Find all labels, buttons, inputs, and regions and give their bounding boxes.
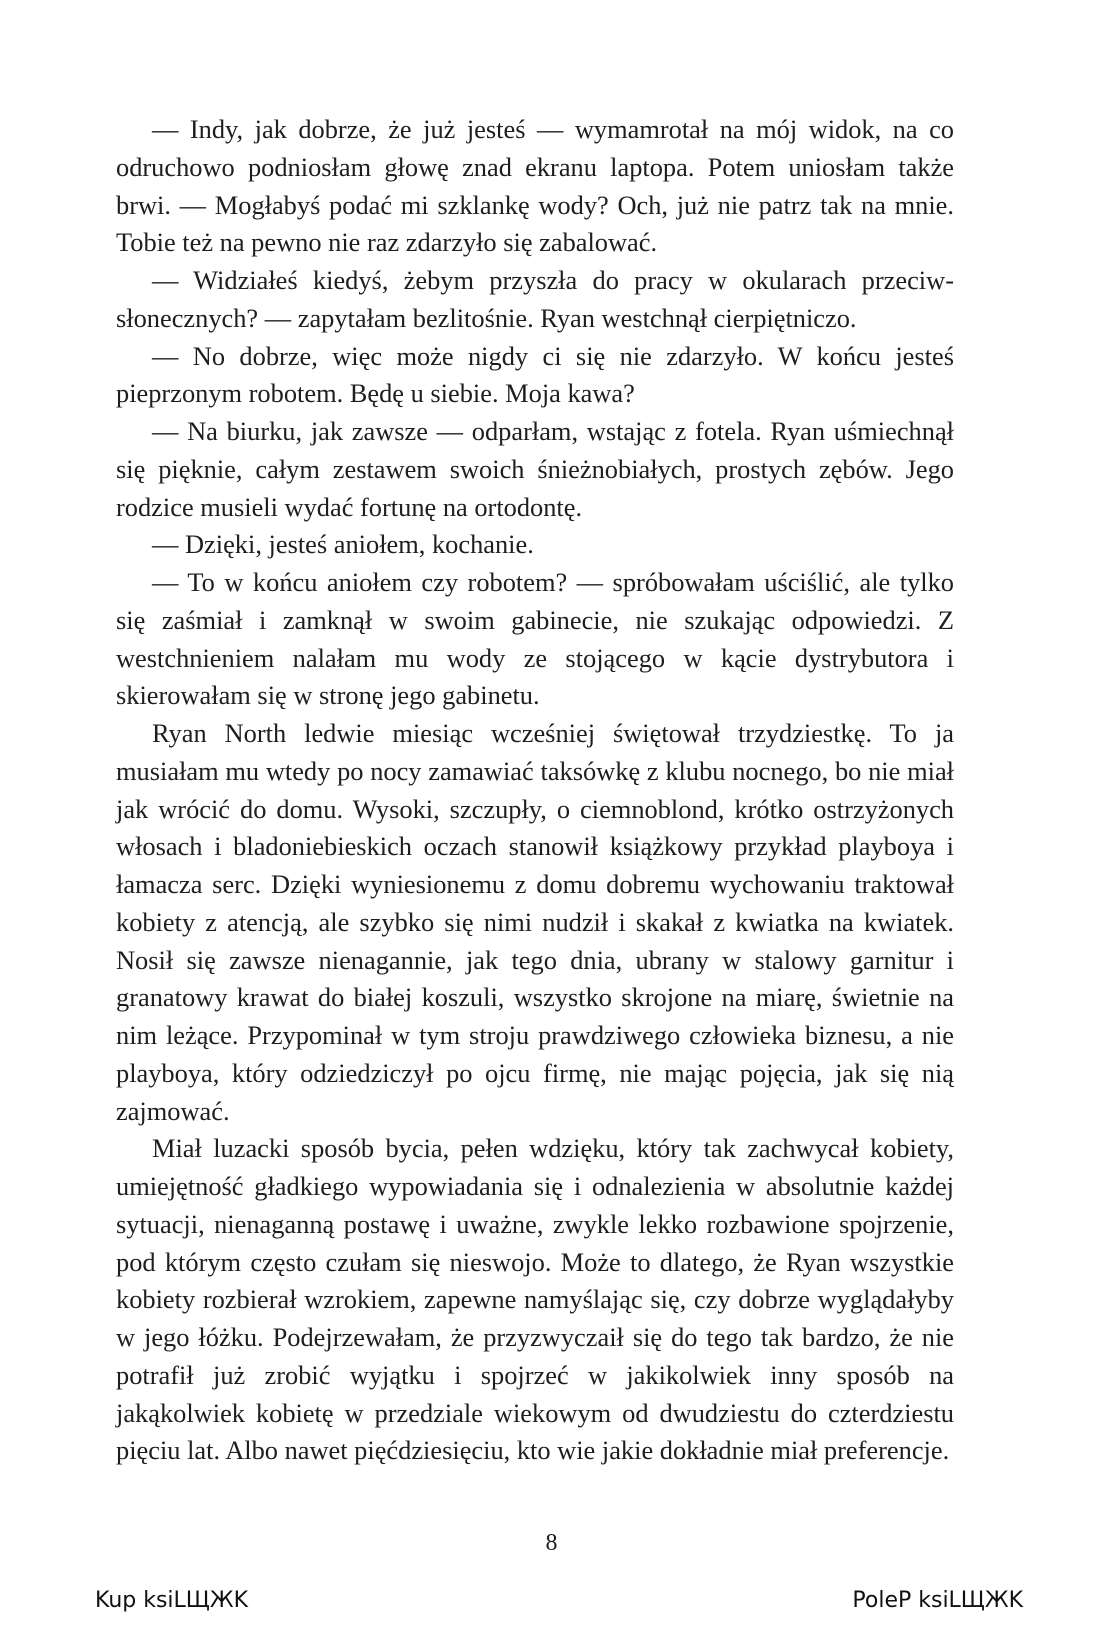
paragraph-6: — To w końcu aniołem czy robotem? — spróbowałam uściślić, ale tylko się zaśmiał i zamknął w swoim gabinecie, nie szukając odpowiedzi. Z westchnieniem nalałam mu wody ze stojącego w kącie dystrybutora i skierowałam się w stronę jego gabinetu.	[116, 567, 954, 711]
body-text	[116, 111, 954, 1470]
paragraph-4: — Na biurku, jak zawsze — odparłam, wstając z fotela. Ryan uśmiechnął się pięknie, całym zestawem swoich śnieżnobiałych, prostych zębów. Jego rodzice musieli wydać fortunę na ortodontę.	[116, 416, 954, 522]
paragraph-7: Ryan North ledwie miesiąc wcześniej świętował trzydziestkę. To ja musiałam mu wtedy po nocy zamawiać taksówkę z klubu nocnego, bo nie miał jak wrócić do domu. Wysoki, szczupły, o ciemnoblond, krótko ostrzyżonych włosach i bladoniebieskich oczach stanowił książkowy przykład playboya i łamacza serc. Dzięki wyniesionemu z domu dobremu wychowaniu traktował kobiety z atencją, ale szybko się nimi nudził i skakał z kwiatka na kwiatek. Nosił się zawsze nienagannie, jak tego dnia, ubrany w stalowy garnitur i granatowy krawat do białej koszuli, wszystko skrojone na miarę, świetnie na nim leżące. Przypominał w tym stroju prawdziwego człowieka biznesu, a nie playboya, który odziedziczył po ojcu firmę, nie mając pojęcia, jak się nią zajmować.	[116, 718, 954, 1126]
paragraph-3: — No dobrze, więc może nigdy ci się nie zdarzyło. W końcu jesteś pieprzonym robotem. Będę u siebie. Moja kawa?	[116, 340, 954, 409]
paragraph-8: Miał luzacki sposób bycia, pełen wdzięku, który tak zachwycał kobiety, umiejętność gładkiego wypowiadania się i odnalezienia w absolutnie każdej sytuacji, nienaganną postawę i uważne, zwykle lekko rozbawione spojrzenie, pod którym często czułam się nieswojo. Może to dlatego, że Ryan wszystkie kobiety rozbierał wzrokiem, zapewne namyślając się, czy dobrze wyglądałyby w jego łóżku. Podejrzewałam, że przyzwyczaił się do tego tak bardzo, że nie potrafił już zrobić wyjątku i spojrzeć w jakikolwiek inny sposób na jakąkolwiek kobietę w przedziale wiekowym od dwudziestu do czterdziestu pięciu lat. Albo nawet pięćdziesięciu, kto wie jakie dokładnie miał preferencje.	[116, 1133, 954, 1466]
paragraph-2: — Widziałeś kiedyś, żebym przyszła do pracy w okularach przeciwsłonecznych? — zapytałam bezlitośnie. Ryan westchnął cierpiętniczo.	[116, 265, 954, 333]
buy-book-link[interactable]: Kup ksiLЩЖK	[95, 1588, 248, 1613]
page-number: 8	[545, 1530, 558, 1556]
paragraph-5: — Dzięki, jesteś aniołem, kochanie.	[152, 529, 534, 560]
paragraph-1: — Indy, jak dobrze, że już jesteś — wymamrotał na mój widok, na co odruchowo podniosłam głowę znad ekranu laptopa. Potem uniosłam także brwi. — Mogłabyś podać mi szklankę wody? Och, już nie patrz tak na mnie. Tobie też na pewno nie raz zdarzyło się zabalować.	[116, 114, 954, 258]
recommend-book-link[interactable]: PoleP ksiLЩЖK	[852, 1588, 1023, 1613]
